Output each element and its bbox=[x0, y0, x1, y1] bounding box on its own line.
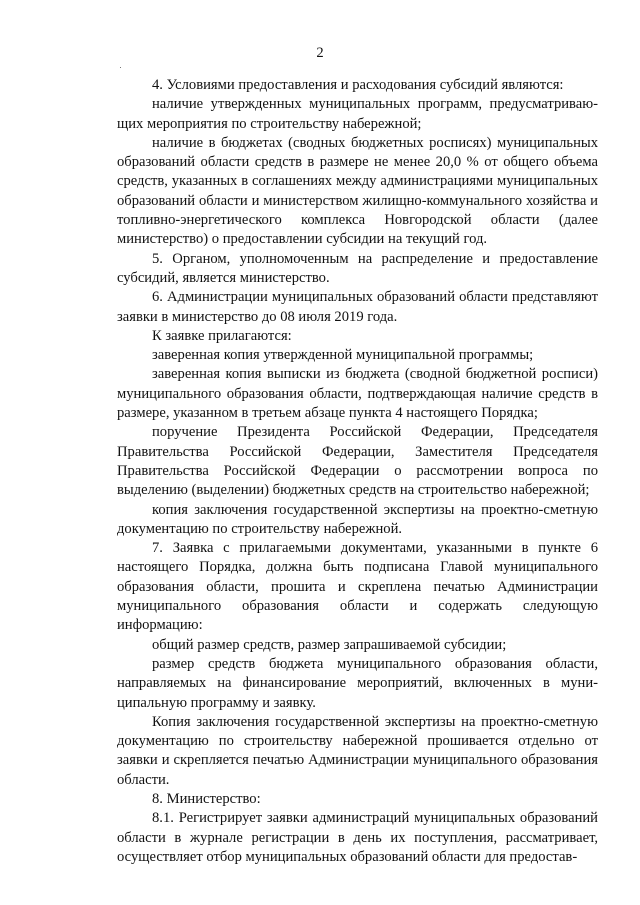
paragraph-attachments-heading: К заявке прилагаются: bbox=[152, 327, 292, 344]
page-number: 2 bbox=[316, 45, 324, 61]
paragraph-total-funds: общий размер средств, размер запрашиваемой субсидии; bbox=[152, 636, 507, 653]
paragraph-program-copy: заверенная копия утвержденной муниципальной программы; bbox=[152, 347, 534, 364]
paragraph-expertise-binding: Копия заключения государственной экспертизы на проектно-сметную документацию по строительству набережной прошивается отдельно от заявки и скрепляется печатью Администрации муниципального образования области. bbox=[117, 713, 598, 788]
paragraph-approved-programs: наличие утвержденных муниципальных программ, предусматривающих мероприятия по строительству набережной; bbox=[117, 96, 598, 132]
paragraph-item-7: 7. Заявка с прилагаемыми документами, указанными в пункте 6 настоящего Порядка, должна быть подписана Главой муниципального образования области, прошита и скреплена печатью Администрации муниципального образования области и содержать следующую информацию: bbox=[117, 540, 598, 634]
paragraph-item-5: 5. Органом, уполномоченным на распределение и предоставление субсидий, является министерство. bbox=[117, 250, 598, 286]
document-body bbox=[117, 76, 598, 867]
paragraph-item-6: 6. Администрации муниципальных образований области представляют заявки в министерство до 08 июля 2019 года. bbox=[117, 289, 598, 325]
paragraph-item-8: 8. Министерство: bbox=[152, 790, 261, 807]
paragraph-item-8-1: 8.1. Регистрирует заявки администраций муниципальных образований области в журнале регистрации в день их поступления, рассматривает, осуществляет отбор муниципальных образований области для предостав- bbox=[117, 810, 598, 865]
paragraph-budget-extract: заверенная копия выписки из бюджета (сводной бюджетной росписи) муниципального образования области, подтверждающая наличие средств в размере, указанном в третьем абзаце пункта 4 настоящего Порядка; bbox=[117, 366, 598, 422]
paragraph-expertise-copy: копия заключения государственной экспертизы на проектно-сметную документацию по строительству набережной. bbox=[117, 501, 598, 537]
paragraph-budget-funds: наличие в бюджетах (сводных бюджетных росписях) муниципальных образований области средств в размере не менее 20,0 % от общего объема средств, указанных в соглашениях между администрациями муниципальных образований области и министерством жилищно-коммунального хозяйства и топливно-энергетического комплекса Новгородской области (далее министерство) о предоставлении субсидии на текущий год. bbox=[117, 134, 598, 248]
scan-artifact bbox=[120, 67, 121, 68]
paragraph-item-4: 4. Условиями предоставления и расходования субсидий являются: bbox=[152, 77, 564, 93]
paragraph-instruction: поручение Президента Российской Федерации, Председателя Правительства Российской Федерации, Заместителя Председателя Правительства Российской Федерации о рассмотрении вопроса по выделению (выделении) бюджетных средств на строительство набережной; bbox=[117, 424, 598, 499]
paragraph-budget-size: размер средств бюджета муниципального образования области, направляемых на финансирование мероприятий, включенных в муниципальную программу и заявку. bbox=[117, 655, 598, 711]
